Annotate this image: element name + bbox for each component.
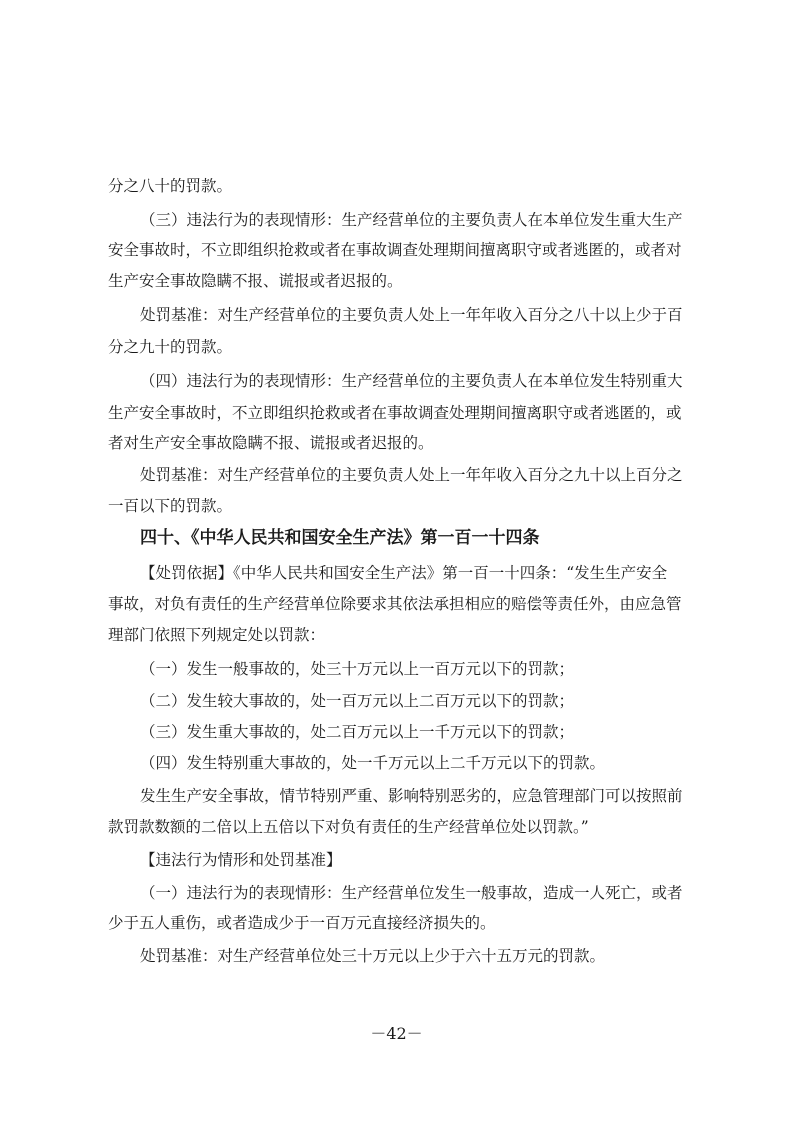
text-line: 事故，对负有责任的生产经营单位除要求其依法承担相应的赔偿等责任外，由应急管	[108, 595, 682, 613]
text-line: 少于五人重伤，或者造成少于一百万元直接经济损失的。	[108, 914, 496, 932]
text-line: （二）发生较大事故的，处一百万元以上二百万元以下的罚款；	[140, 692, 575, 710]
text-line: （四）发生特别重大事故的，处一千万元以上二千万元以下的罚款。	[140, 754, 606, 772]
text-line: 分之八十的罚款。	[108, 177, 233, 195]
section-heading: 四十、《中华人民共和国安全生产法》第一百一十四条	[140, 528, 540, 548]
text-line: （三）发生重大事故的，处二百万元以上一千万元以下的罚款；	[140, 723, 575, 741]
text-line: （四）违法行为的表现情形：生产经营单位的主要负责人在本单位发生特别重大	[140, 372, 683, 390]
text-line: 【处罚依据】《中华人民共和国安全生产法》第一百一十四条：“发生生产安全	[140, 564, 668, 582]
text-line: 者对生产安全事故隐瞒不报、谎报或者迟报的。	[108, 434, 434, 452]
text-line: 处罚基准：对生产经营单位的主要负责人处上一年年收入百分之九十以上百分之	[140, 466, 683, 484]
text-line: （一）违法行为的表现情形：生产经营单位发生一般事故，造成一人死亡，或者	[140, 884, 683, 902]
text-line: 【违法行为情形和处罚基准】	[140, 851, 342, 869]
text-line: 生产安全事故时，不立即组织抢救或者在事故调查处理期间擅离职守或者逃匿的，或	[108, 404, 682, 422]
text-line: 理部门依照下列规定处以罚款：	[108, 626, 326, 644]
text-line: 处罚基准：对生产经营单位的主要负责人处上一年年收入百分之八十以上少于百	[140, 306, 683, 324]
text-line: （三）违法行为的表现情形：生产经营单位的主要负责人在本单位发生重大生产	[140, 211, 683, 229]
text-line: 安全事故时，不立即组织抢救或者在事故调查处理期间擅离职守或者逃匿的，或者对	[108, 241, 682, 259]
page-number: －42－	[370, 1024, 423, 1043]
text-line: 一百以下的罚款。	[108, 497, 233, 515]
text-line: （一）发生一般事故的，处三十万元以上一百万元以下的罚款；	[140, 660, 575, 678]
text-line: 生产安全事故隐瞒不报、谎报或者迟报的。	[108, 272, 403, 290]
text-line: 分之九十的罚款。	[108, 338, 233, 356]
text-line: 处罚基准：对生产经营单位处三十万元以上少于六十五万元的罚款。	[140, 947, 606, 965]
text-line: 发生生产安全事故，情节特别严重、影响特别恶劣的，应急管理部门可以按照前	[140, 787, 683, 805]
text-line: 款罚款数额的二倍以上五倍以下对负有责任的生产经营单位处以罚款。”	[108, 818, 589, 836]
